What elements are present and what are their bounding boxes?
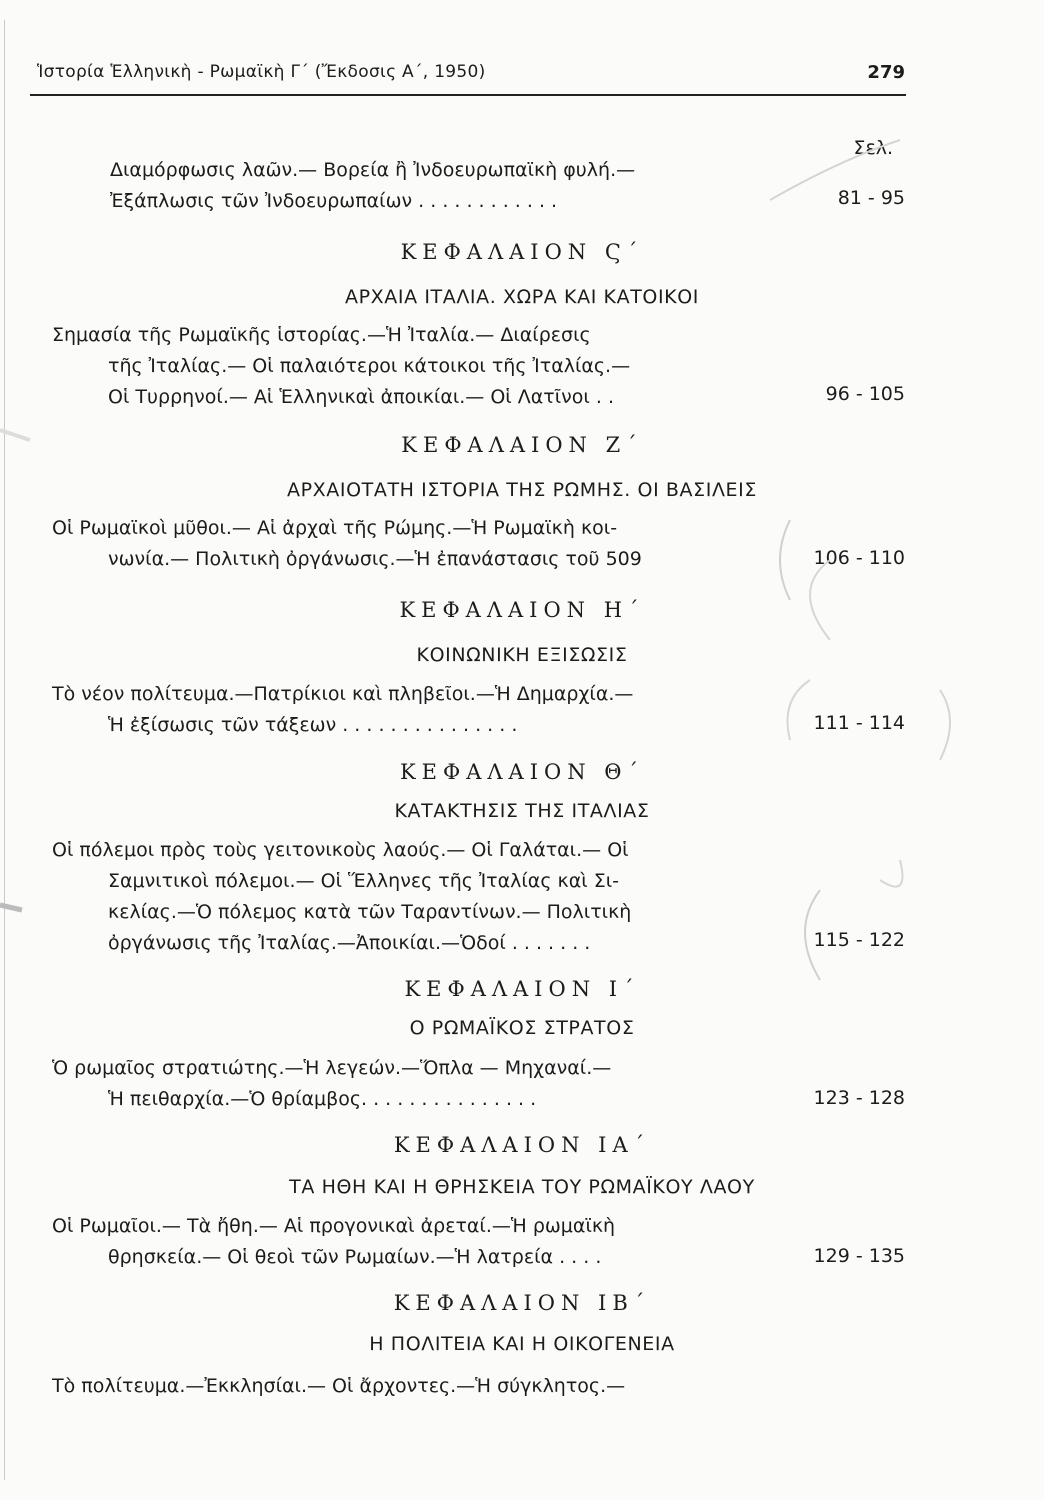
entry-line: Οἱ πόλεμοι πρὸς τοὺς γειτονικοὺς λαούς.— Οἱ Γαλάται.— Οἱ [52, 839, 629, 861]
chapter-heading: ΚΕΦΑΛΑΙΟΝ ΙΒ΄ [393, 1291, 651, 1315]
entry-line: Οἱ Τυρρηνοί.— Αἱ Ἑλληνικαὶ ἀποικίαι.— Οἱ Λατῖνοι . . [108, 386, 614, 408]
entry-line: Ἡ πειθαρχία.—Ὁ θρίαμβος. . . . . . . . . . . . . . . [108, 1088, 537, 1110]
chapter-subtitle: Ο ΡΩΜΑΪΚΟΣ ΣΤΡΑΤΟΣ [409, 1017, 635, 1039]
book-title: Ἱστορία Ἑλληνικὴ - Ρωμαϊκὴ Γ΄ (Ἔκδοσις Α΄, 1950) [37, 62, 486, 82]
entry-line: Σαμνιτικοὶ πόλεμοι.— Οἱ Ἕλληνες τῆς Ἰταλίας καὶ Σι- [108, 870, 619, 892]
entry-line: Οἱ Ρωμαῖοι.— Τὰ ἤθη.— Αἱ προγονικαὶ ἀρεταί.—Ἡ ρωμαϊκὴ [52, 1215, 616, 1237]
page-range: 111 - 114 [813, 712, 905, 734]
page-range: 81 - 95 [837, 187, 905, 209]
entry-line: Σημασία τῆς Ρωμαϊκῆς ἱστορίας.—Ἡ Ἰταλία.— Διαίρεσις [52, 324, 591, 346]
chapter-subtitle: ΚΟΙΝΩΝΙΚΗ ΕΞΙΣΩΣΙΣ [416, 644, 628, 666]
entry-line: ὀργάνωσις τῆς Ἰταλίας.—Ἀποικίαι.—Ὁδοί . . . . . . . [108, 932, 591, 954]
chapter-subtitle: ΤΑ ΗΘΗ ΚΑΙ Η ΘΡΗΣΚΕΙΑ ΤΟΥ ΡΩΜΑΪΚΟΥ ΛΑΟΥ [289, 1176, 755, 1198]
entry-line: Ἡ ἐξίσωσις τῶν τάξεων . . . . . . . . . . . . . . . [108, 714, 518, 736]
chapter-heading: ΚΕΦΑΛΑΙΟΝ ΙΑ΄ [393, 1133, 651, 1157]
entry-line: Ὁ ρωμαῖος στρατιώτης.—Ἡ λεγεών.—Ὅπλα — Μηχαναί.— [52, 1057, 612, 1079]
chapter-subtitle: ΚΑΤΑΚΤΗΣΙΣ ΤΗΣ ΙΤΑΛΙΑΣ [394, 800, 650, 822]
entry-line: νωνία.— Πολιτικὴ ὀργάνωσις.—Ἡ ἐπανάστασις τοῦ 509 [108, 548, 642, 570]
entry-line: Τὸ νέον πολίτευμα.—Πατρίκιοι καὶ πληβεῖοι.—Ἡ Δημαρχία.— [52, 683, 634, 705]
entry-line: Οἱ Ρωμαϊκοὶ μῦθοι.— Αἱ ἀρχαὶ τῆς Ρώμης.—Ἡ Ρωμαϊκὴ κοι- [52, 517, 618, 539]
chapter-subtitle: ΑΡΧΑΙΟΤΑΤΗ ΙΣΤΟΡΙΑ ΤΗΣ ΡΩΜΗΣ. ΟΙ ΒΑΣΙΛΕΙΣ [287, 479, 757, 501]
pages-column-label: Σελ. [853, 137, 893, 159]
chapter-heading: ΚΕΦΑΛΑΙΟΝ Η΄ [399, 598, 645, 622]
page-range: 115 - 122 [813, 929, 905, 951]
entry-line: Ἐξάπλωσις τῶν Ἰνδοευρωπαίων . . . . . . . . . . . . [110, 190, 558, 212]
entry-line: τῆς Ἰταλίας.— Οἱ παλαιότεροι κάτοικοι τῆς Ἰταλίας.— [108, 355, 631, 377]
page-range: 96 - 105 [825, 383, 905, 405]
entry-line: Διαμόρφωσις λαῶν.— Βορεία ἢ Ἰνδοευρωπαϊκὴ φυλή.— [110, 159, 636, 181]
entry-line: Τὸ πολίτευμα.—Ἐκκλησίαι.— Οἱ ἄρχοντες.—Ἡ σύγκλητος.— [52, 1375, 626, 1397]
chapter-heading: ΚΕΦΑΛΑΙΟΝ Ζ΄ [401, 433, 643, 457]
chapter-heading: ΚΕΦΑΛΑΙΟΝ Ϛ΄ [400, 240, 644, 264]
chapter-heading: ΚΕΦΑΛΑΙΟΝ Θ΄ [399, 760, 644, 784]
page-range: 106 - 110 [813, 547, 905, 569]
chapter-subtitle: Η ΠΟΛΙΤΕΙΑ ΚΑΙ Η ΟΙΚΟΓΕΝΕΙΑ [369, 1333, 675, 1355]
entry-line: κελίας.—Ὁ πόλεμος κατὰ τῶν Ταραντίνων.— Πολιτικὴ [108, 901, 632, 923]
page-number: 279 [867, 62, 905, 83]
entry-line: θρησκεία.— Οἱ θεοὶ τῶν Ρωμαίων.—Ἡ λατρεία . . . . [108, 1246, 602, 1268]
chapter-subtitle: ΑΡΧΑΙΑ ΙΤΑΛΙΑ. ΧΩΡΑ ΚΑΙ ΚΑΤΟΙΚΟΙ [345, 286, 699, 308]
page-range: 123 - 128 [813, 1087, 905, 1109]
chapter-heading: ΚΕΦΑΛΑΙΟΝ Ι΄ [404, 977, 640, 1001]
page-range: 129 - 135 [813, 1245, 905, 1267]
